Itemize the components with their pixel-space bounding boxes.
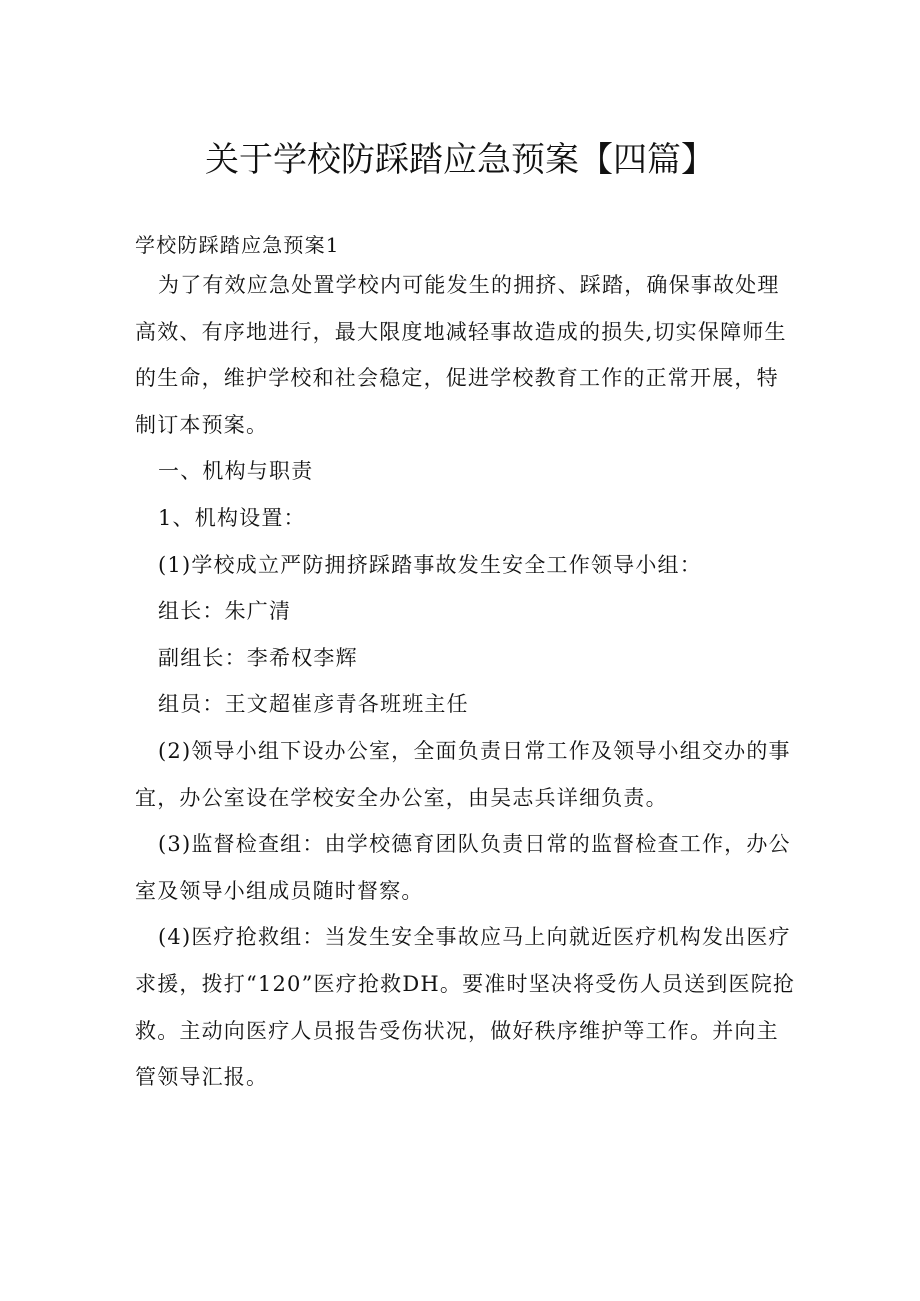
paragraph-intro: 为了有效应急处置学校内可能发生的拥挤、踩踏，确保事故处理高效、有序地进行，最大限度地减轻事故造成的损失,切实保障师生的生命，维护学校和社会稳定，促进学校教育工作的正常开展，特制订本预案。: [135, 273, 787, 437]
paragraph-leader: 组长：朱广清: [158, 599, 292, 624]
paragraph-item-1: (1)学校成立严防拥挤踩踏事故发生安全工作领导小组：: [158, 552, 702, 577]
paragraph-item-3: (3)监督检查组：由学校德育团队负责日常的监督检查工作，办公室及领导小组成员随时督察。: [135, 832, 791, 903]
paragraph-item-2: (2)领导小组下设办公室，全面负责日常工作及领导小组交办的事宜，办公室设在学校安全办公室，由吴志兵详细负责。: [135, 738, 791, 810]
heading-organization: 一、机构与职责: [158, 459, 314, 484]
section-subtitle: 学校防踩踏应急预案1: [135, 233, 340, 257]
heading-setup: 1、机构设置：: [158, 505, 306, 530]
paragraph-deputy-leader: 副组长：李希权李辉: [158, 645, 358, 670]
document-body: [135, 262, 800, 1162]
document-title: 关于学校防踩踏应急预案【四篇】: [205, 140, 715, 180]
paragraph-item-4: (4)医疗抢救组：当发生安全事故应马上向就近医疗机构发出医疗求援，拨打“120”医疗抢救DH。要准时坚决将受伤人员送到医院抢救。主动向医疗人员报告受伤状况，做好秩序维护等工作。并向主管领导汇报。: [135, 925, 796, 1090]
paragraph-members: 组员：王文超崔彦青各班班主任: [158, 692, 469, 717]
